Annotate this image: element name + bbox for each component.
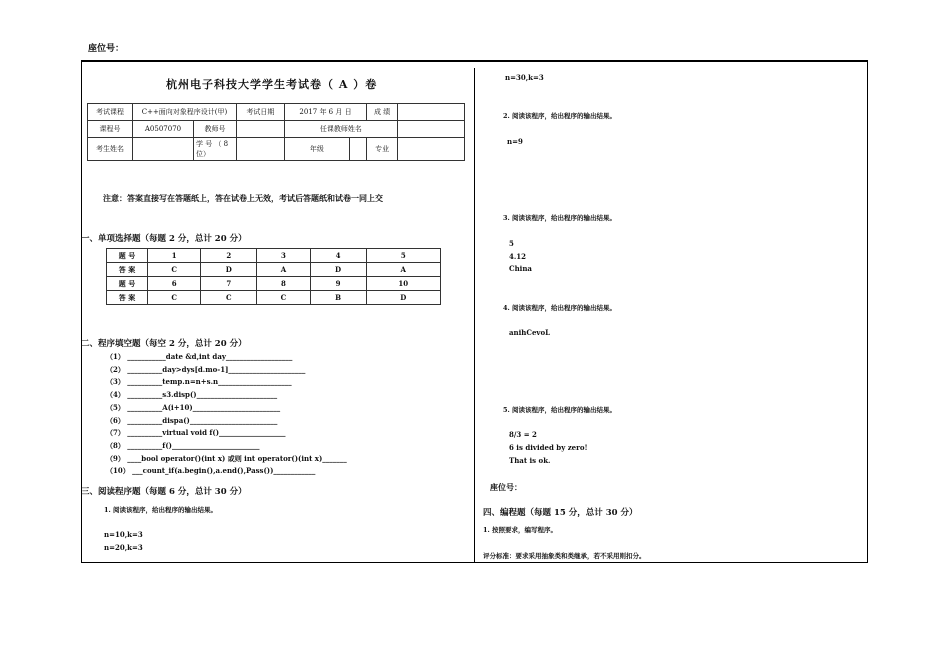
cell: 8: [257, 277, 310, 291]
cell: 4: [310, 249, 366, 263]
cell: 考试日期: [237, 104, 285, 121]
cell: 答 案: [107, 291, 148, 305]
cell: D: [201, 263, 257, 277]
question-label: 2. 阅读该程序，给出程序的输出结果。: [503, 112, 617, 120]
cell: 考生姓名: [88, 138, 133, 161]
cell: B: [310, 291, 366, 305]
cell: A: [366, 263, 440, 277]
cell[interactable]: [350, 138, 367, 161]
cell: 任课教师姓名: [284, 121, 397, 138]
seat-number-label: 座位号：: [88, 44, 125, 54]
cell[interactable]: [398, 121, 465, 138]
cell: 考试课程: [88, 104, 133, 121]
cell: 年级: [284, 138, 349, 161]
output-line: n=9: [507, 137, 523, 146]
cell[interactable]: [398, 138, 465, 161]
fill-line: （1） ___________date &d,int day___________________: [106, 352, 293, 361]
cell[interactable]: [237, 138, 285, 161]
notice-text: 注意：答案直接写在答题纸上，答在试卷上无效，考试后答题纸和试卷一同上交: [103, 193, 383, 203]
cell: 2: [201, 249, 257, 263]
output-line: anihCevoL: [509, 328, 551, 337]
fill-line: （6） __________dispa()_________________________: [106, 416, 278, 425]
fill-line: （4） __________s3.disp()_______________________: [106, 390, 278, 399]
cell: 课程号: [88, 121, 133, 138]
cell: 3: [257, 249, 310, 263]
question-label: 1. 按照要求，编写程序。: [483, 526, 558, 534]
cell: C++面向对象程序设计(甲): [133, 104, 237, 121]
cell: 6: [148, 277, 201, 291]
fill-line: （5） __________A(i+10)_________________________: [106, 403, 281, 412]
cell: A: [257, 263, 310, 277]
question-label: 5. 阅读该程序，给出程序的输出结果。: [503, 406, 617, 414]
fill-line: （3） __________temp.n=n+s.n_____________________: [106, 377, 292, 386]
cell: 教师号: [194, 121, 237, 138]
cell: 学 号 （ 8 位）: [194, 138, 237, 161]
output-line: 5: [509, 239, 514, 248]
cell: C: [148, 263, 201, 277]
fill-line: （7） __________virtual void f()___________________: [106, 428, 286, 437]
cell: 5: [366, 249, 440, 263]
question-label: 1. 阅读该程序，给出程序的输出结果。: [104, 506, 218, 514]
cell: 题 号: [107, 277, 148, 291]
output-line: n=30,k=3: [505, 73, 544, 82]
cell: 专业: [367, 138, 398, 161]
output-line: China: [509, 264, 532, 273]
grading-note: 评分标准：要求采用抽象类和类继承，若不采用则扣分。: [483, 552, 646, 560]
column-divider: [474, 68, 475, 562]
output-line: 6 is divided by zero!: [509, 443, 588, 452]
cell: C: [257, 291, 310, 305]
cell[interactable]: [133, 138, 194, 161]
cell: C: [148, 291, 201, 305]
output-line: n=10,k=3: [104, 530, 143, 539]
section2-heading: 二、程序填空题（每空 2 分，总计 20 分）: [81, 339, 247, 349]
cell: 1: [148, 249, 201, 263]
cell: D: [366, 291, 440, 305]
exam-header-table: [87, 103, 465, 161]
answer-table: [106, 248, 441, 305]
question-label: 3. 阅读该程序，给出程序的输出结果。: [503, 214, 617, 222]
section4-heading: 四、编程题（每题 15 分，总计 30 分）: [483, 508, 638, 518]
cell: 答 案: [107, 263, 148, 277]
cell: D: [310, 263, 366, 277]
output-line: 8/3 = 2: [509, 430, 537, 439]
cell: 2017 年 6 月 日: [284, 104, 367, 121]
fill-line: （10） ___count_if(a.begin(),a.end(),Pass())____________: [106, 466, 316, 475]
section3-heading: 三、阅读程序题（每题 6 分，总计 30 分）: [81, 487, 247, 497]
output-line: n=20,k=3: [104, 543, 143, 552]
cell: 成 绩: [367, 104, 398, 121]
cell: 9: [310, 277, 366, 291]
cell: A0507070: [133, 121, 194, 138]
output-line: That is ok.: [509, 456, 551, 465]
cell: 10: [366, 277, 440, 291]
cell: 7: [201, 277, 257, 291]
fill-line: （9） ____bool operator()(int x) 或则 int operator()(int x)_______: [106, 454, 347, 463]
fill-line: （2） __________day>dys[d.mo-1]______________________: [106, 365, 306, 374]
cell[interactable]: [237, 121, 285, 138]
cell[interactable]: [398, 104, 465, 121]
cell: C: [201, 291, 257, 305]
cell: 题 号: [107, 249, 148, 263]
exam-title: 杭州电子科技大学学生考试卷（ A ）卷: [166, 78, 378, 91]
fill-line: （8） __________f()_________________________: [106, 441, 260, 450]
output-line: 4.12: [509, 252, 527, 261]
section1-heading: 一、单项选择题（每题 2 分，总计 20 分）: [81, 234, 247, 244]
question-label: 4. 阅读该程序，给出程序的输出结果。: [503, 304, 617, 312]
seat-number-label: 座位号：: [490, 482, 522, 492]
